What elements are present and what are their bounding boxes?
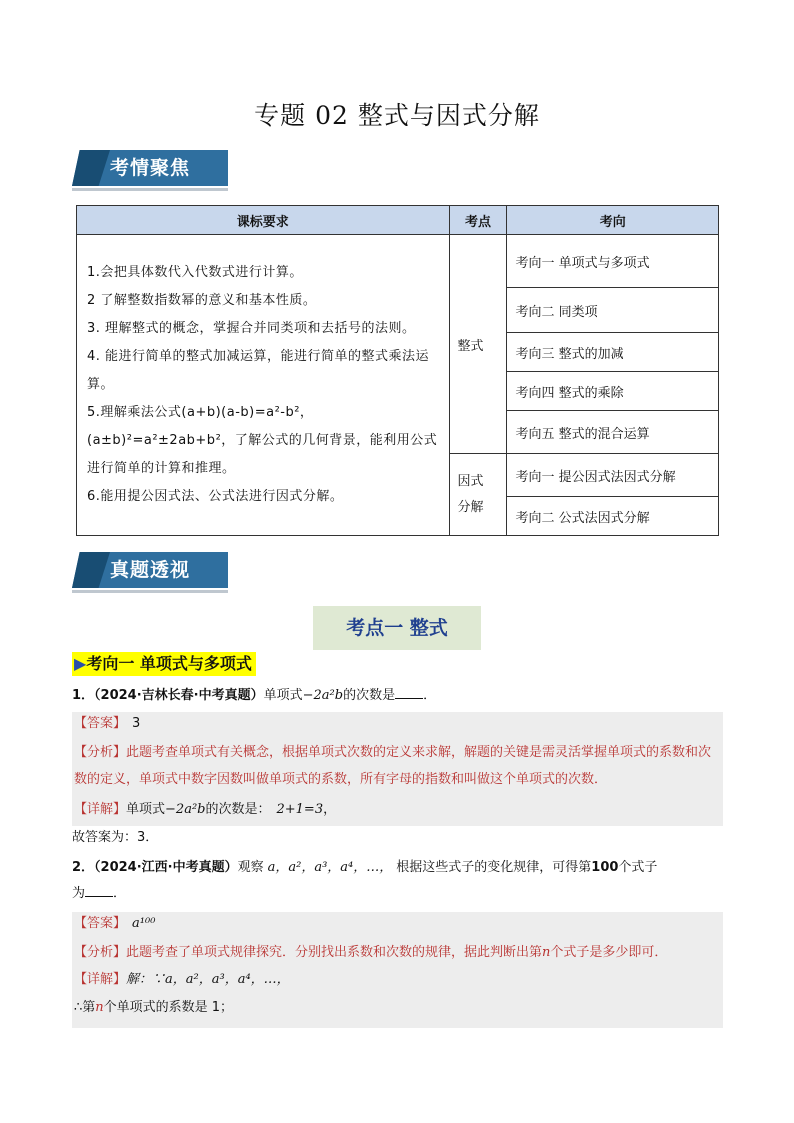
detail-text: ，	[323, 802, 337, 817]
question-text: 个式子	[618, 860, 658, 875]
curriculum-table	[76, 205, 719, 536]
kaodian-title-box: 考点一 整式	[313, 606, 481, 650]
math-sequence: a，a²，a³，a⁴，…，	[267, 860, 393, 875]
math-calc: 2+1=3	[276, 802, 324, 817]
detail-text: ∴第	[74, 1000, 96, 1015]
triangle-icon: ▶	[74, 654, 87, 673]
detail-text: 的次数是：	[205, 802, 271, 817]
page-title: 专题 02 整式与因式分解	[254, 101, 540, 130]
requirement-item: 6.能用提公因式法、公式法进行因式分解。	[87, 489, 344, 504]
question-2-line2	[72, 882, 722, 906]
q2-answer	[74, 912, 720, 936]
answer-tag: 【答案】	[74, 916, 127, 931]
header-kaodian: 考点	[449, 206, 507, 235]
analysis-tag: 【分析】	[74, 745, 127, 760]
q2-conclusion	[74, 996, 720, 1020]
q1-analysis	[74, 739, 720, 793]
kaodian-cell: 整式	[449, 235, 507, 454]
analysis-tag: 【分析】	[74, 945, 127, 960]
kaoxiang-cell: 考向一 提公因式法因式分解	[507, 454, 719, 497]
detail-text: 单项式	[126, 802, 166, 817]
q1-detail	[74, 798, 720, 822]
answer-value: a¹⁰⁰	[132, 916, 156, 931]
q1-final-answer: 故答案为：3．	[72, 830, 159, 845]
question-source: （2024·江西·中考真题）	[94, 860, 238, 875]
section-banner-past-papers	[72, 552, 228, 594]
answer-blank	[85, 882, 113, 897]
analysis-text: 个式子是多少即可．	[550, 945, 668, 960]
q2-detail	[74, 968, 720, 992]
section-banner-label: 考情聚焦	[109, 157, 190, 179]
analysis-text: 此题考查单项式有关概念，根据单项式次数的定义来求解，解题的关键是需灵活掌握单项式的系数和次数的定义，单项式中数字因数叫做单项式的系数，所有字母的指数和叫做这个单项式的次数．	[74, 745, 712, 787]
question-1	[72, 684, 722, 708]
requirement-item: 2 了解整数指数幂的意义和基本性质。	[87, 293, 317, 308]
answer-tag: 【答案】	[74, 716, 127, 731]
question-text: 单项式	[263, 688, 303, 703]
question-text: 观察	[237, 860, 264, 875]
section-banner-label: 真题透视	[109, 559, 190, 581]
requirement-item: 3. 理解整式的概念，掌握合并同类项和去括号的法则。	[87, 321, 416, 336]
analysis-text: 此题考查了单项式规律探究．分别找出系数和次数的规律，据此判断出第	[126, 945, 543, 960]
kaoxiang-cell: 考向四 整式的乘除	[507, 372, 719, 411]
requirement-item: 5.理解乘法公式(a+b)(a-b)=a²-b²，(a±b)²=a²±2ab+b²，了解公式的几何背景，能利用公式进行简单的计算和推理。	[87, 405, 438, 476]
kaodian-cell	[449, 454, 507, 536]
math-expression: −2a²b	[165, 802, 206, 817]
question-text: 的次数是	[343, 688, 396, 703]
kaodian-label: 因式分解	[457, 473, 484, 515]
kaoxiang-cell: 考向二 公式法因式分解	[507, 497, 719, 536]
answer-value: 3	[132, 716, 141, 731]
q2-analysis	[74, 939, 720, 966]
question-number: 2．	[72, 860, 95, 875]
kaoxiang-cell: 考向五 整式的混合运算	[507, 411, 719, 454]
header-requirements: 课标要求	[77, 206, 450, 235]
kaoxiang-cell: 考向三 整式的加减	[507, 333, 719, 372]
requirement-item: 4. 能进行简单的整式加减运算，能进行简单的整式乘法运算。	[87, 349, 430, 392]
math-variable: n	[95, 1000, 104, 1015]
kaoxiang-cell: 考向二 同类项	[507, 288, 719, 333]
question-text: ．	[113, 886, 127, 901]
direction-heading	[72, 652, 256, 676]
question-number: 1．	[72, 688, 95, 703]
math-expression: −2a²b	[302, 688, 344, 703]
question-2	[72, 856, 722, 880]
detail-tag: 【详解】	[74, 802, 127, 817]
kaoxiang-cell: 考向一 单项式与多项式	[507, 235, 719, 288]
header-kaoxiang: 考向	[507, 206, 719, 235]
question-text: 为	[72, 886, 86, 901]
q1-answer	[74, 712, 720, 736]
question-source: （2024·吉林长春·中考真题）	[94, 688, 264, 703]
direction-heading-text: 考向一 单项式与多项式	[86, 654, 252, 673]
question-number-n: 100	[591, 860, 619, 875]
detail-text: 个单项式的系数是 1；	[103, 1000, 234, 1015]
requirement-item: 1.会把具体数代入代数式进行计算。	[87, 265, 303, 280]
question-text: ．	[423, 688, 437, 703]
math-variable: n	[542, 945, 551, 960]
answer-blank	[395, 684, 423, 699]
requirements-cell	[77, 235, 450, 536]
section-banner-exam-focus	[72, 150, 228, 192]
detail-tag: 【详解】	[74, 972, 127, 987]
detail-text: 解：∵a，a²，a³，a⁴，…，	[126, 972, 290, 987]
question-text: 根据这些式子的变化规律，可得第	[396, 860, 592, 875]
